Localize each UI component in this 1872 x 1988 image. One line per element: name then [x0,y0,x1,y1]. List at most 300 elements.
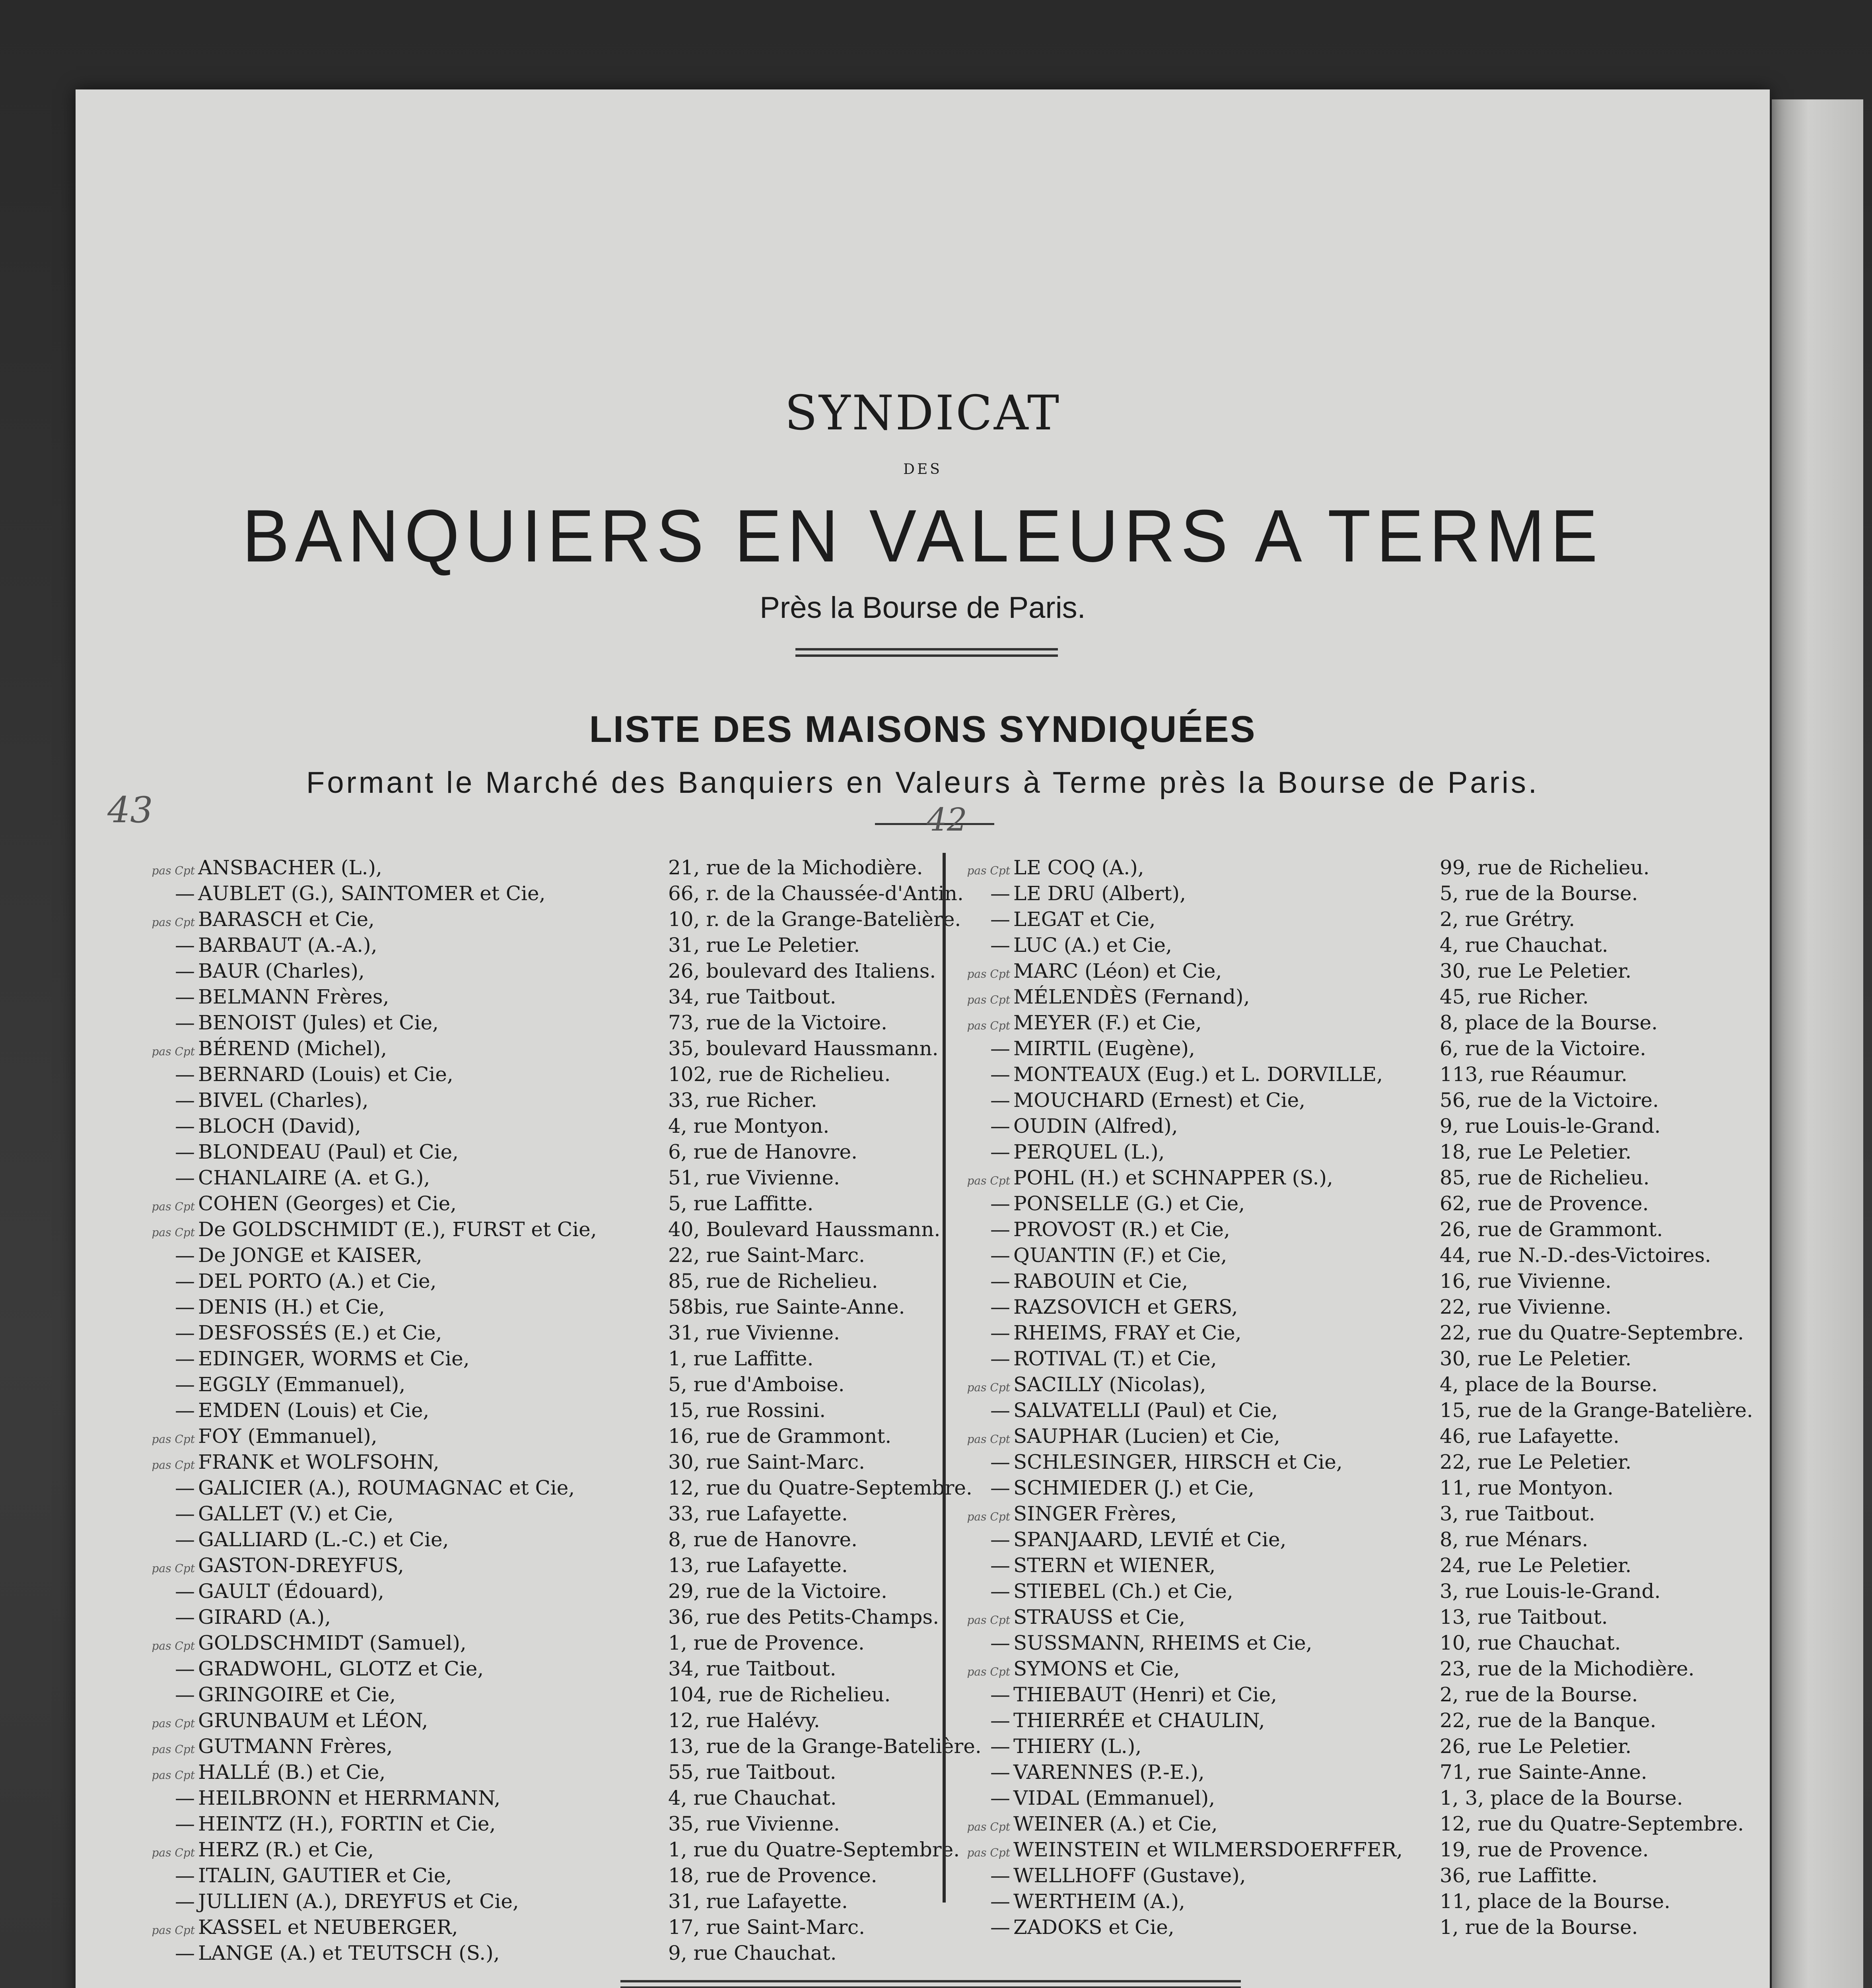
member-address: 19, rue de Provence. [1440,1838,1649,1861]
header-syndicat: SYNDICAT [785,386,1061,441]
member-address: 33, rue Richer. [668,1089,817,1112]
member-address: 73, rue de la Victoire. [668,1011,887,1034]
member-name: De JONGE et KAISER, [198,1244,422,1267]
member-address: 29, rue de la Victoire. [668,1580,887,1603]
member-address: 85, rue de Richelieu. [668,1270,878,1293]
member-row [967,855,1762,881]
member-address: 15, rue Rossini. [668,1399,826,1422]
member-row [967,1010,1762,1036]
row-annotation: — [990,934,1010,957]
member-row [152,1630,966,1656]
member-row [967,1501,1762,1527]
member-name: WEINER (A.) et Cie, [1013,1812,1218,1835]
member-name: LANGE (A.) et TEUTSCH (S.), [198,1941,500,1965]
member-address: 51, rue Vivienne. [668,1166,840,1189]
member-address: 17, rue Saint-Marc. [668,1916,865,1939]
member-address: 85, rue de Richelieu. [1440,1166,1650,1189]
member-name: SPANJAARD, LEVIÉ et Cie, [1013,1528,1287,1551]
member-name: BLONDEAU (Paul) et Cie, [198,1140,459,1163]
member-row [171,1501,966,1527]
member-row [171,1294,966,1320]
member-row [986,1087,1762,1113]
member-address: 13, rue de la Grange-Batelière. [668,1735,982,1758]
member-row [986,932,1762,958]
row-annotation: pas Cpt [967,864,1010,877]
member-name: DENIS (H.) et Cie, [198,1295,385,1318]
member-address: 33, rue Lafayette. [668,1502,848,1525]
member-address: 26, rue de Grammont. [1440,1218,1663,1241]
member-address: 1, rue Laffitte. [668,1347,814,1370]
member-row [967,958,1762,984]
member-address: 1, 3, place de la Bourse. [1440,1786,1683,1809]
member-address: 31, rue Lafayette. [668,1890,848,1913]
member-row [986,1734,1762,1759]
member-name: MÉLENDÈS (Fernand), [1013,985,1250,1008]
member-row [986,1889,1762,1914]
member-address: 104, rue de Richelieu. [668,1683,891,1706]
member-name: GRINGOIRE et Cie, [198,1683,396,1706]
double-rule-top [795,648,1058,657]
member-address: 22, rue de la Banque. [1440,1709,1656,1732]
member-row [967,1423,1762,1449]
member-address: 2, rue de la Bourse. [1440,1683,1638,1706]
member-address: 18, rue de Provence. [668,1864,877,1887]
member-name: DEL PORTO (A.) et Cie, [198,1270,437,1293]
member-address: 62, rue de Provence. [1440,1192,1649,1215]
row-annotation: — [990,1218,1010,1241]
row-annotation: pas Cpt [152,1846,195,1859]
row-annotation: — [175,1812,195,1835]
row-annotation: — [175,1244,195,1267]
member-address: 34, rue Taitbout. [668,1657,836,1680]
member-name: ITALIN, GAUTIER et Cie, [198,1864,452,1887]
member-name: RHEIMS, FRAY et Cie, [1013,1321,1242,1344]
member-address: 11, place de la Bourse. [1440,1890,1670,1913]
member-address: 16, rue Vivienne. [1440,1270,1612,1293]
row-annotation: — [990,1037,1010,1060]
member-address: 35, boulevard Haussmann. [668,1037,939,1060]
row-annotation: pas Cpt [152,1458,195,1472]
member-name: BERNARD (Louis) et Cie, [198,1063,453,1086]
member-name: VARENNES (P.-E.), [1013,1761,1205,1784]
member-name: STRAUSS et Cie, [1013,1606,1186,1629]
page-subtitle: Près la Bourse de Paris. [760,591,1086,625]
row-annotation: — [175,1657,195,1680]
member-row [171,1785,966,1811]
member-name: OUDIN (Alfred), [1013,1114,1178,1138]
member-name: SCHLESINGER, HIRSCH et Cie, [1013,1450,1343,1474]
member-name: HEILBRONN et HERRMANN, [198,1786,501,1809]
row-annotation: pas Cpt [967,1820,1010,1833]
member-list-right [967,855,1762,1940]
row-annotation: — [990,1063,1010,1086]
member-address: 1, rue du Quatre-Septembre. [668,1838,960,1861]
member-row [986,1294,1762,1320]
member-name: De GOLDSCHMIDT (E.), FURST et Cie, [198,1218,597,1241]
row-annotation: pas Cpt [152,1045,195,1058]
member-row [171,1527,966,1553]
member-address: 66, r. de la Chaussée-d'Antin. [668,882,964,905]
member-row [986,1217,1762,1242]
member-address: 26, rue Le Peletier. [1440,1735,1632,1758]
member-row [986,1191,1762,1217]
member-name: THIERRÉE et CHAULIN, [1013,1709,1265,1732]
member-name: PERQUEL (L.), [1013,1140,1165,1163]
member-name: GALICIER (A.), ROUMAGNAC et Cie, [198,1476,575,1499]
member-row [171,1113,966,1139]
member-row [986,1449,1762,1475]
member-row [171,932,966,958]
member-row [986,1268,1762,1294]
member-name: GRADWOHL, GLOTZ et Cie, [198,1657,484,1680]
member-address: 5, rue Laffitte. [668,1192,814,1215]
member-name: GAULT (Édouard), [198,1580,384,1603]
row-annotation: — [990,1295,1010,1318]
row-annotation: — [175,1890,195,1913]
member-address: 99, rue de Richelieu. [1440,856,1650,879]
row-annotation: pas Cpt [152,1433,195,1446]
row-annotation: pas Cpt [152,1226,195,1239]
row-annotation: — [175,882,195,905]
member-address: 26, boulevard des Italiens. [668,959,936,982]
member-name: HALLÉ (B.) et Cie, [198,1761,386,1784]
member-row [986,1062,1762,1087]
double-rule-bottom [620,1980,1241,1988]
member-row [986,1036,1762,1062]
member-address: 12, rue du Quatre-Septembre. [668,1476,972,1499]
member-name: BIVEL (Charles), [198,1089,369,1112]
member-address: 22, rue Saint-Marc. [668,1244,865,1267]
member-row [986,1682,1762,1708]
row-annotation: — [990,1864,1010,1887]
member-address: 8, place de la Bourse. [1440,1011,1658,1034]
row-annotation: pas Cpt [152,916,195,929]
member-address: 21, rue de la Michodière. [668,856,923,879]
row-annotation: pas Cpt [967,967,1010,980]
member-name: BAUR (Charles), [198,959,365,982]
member-address: 1, rue de Provence. [668,1631,865,1654]
member-row [171,1578,966,1604]
member-row [986,1527,1762,1553]
member-address: 44, rue N.-D.-des-Victoires. [1440,1244,1711,1267]
member-row [986,1242,1762,1268]
adjacent-page-edge [1772,99,1863,1988]
member-row [986,1398,1762,1423]
member-row [152,1759,966,1785]
member-name: EGGLY (Emmanuel), [198,1373,406,1396]
row-annotation: — [175,1166,195,1189]
row-annotation: pas Cpt [967,1019,1010,1032]
member-row [171,1087,966,1113]
member-name: SINGER Frères, [1013,1502,1177,1525]
member-name: GRUNBAUM et LÉON, [198,1709,428,1732]
row-annotation: — [175,1683,195,1706]
member-name: THIERY (L.), [1013,1735,1142,1758]
member-address: 5, rue d'Amboise. [668,1373,845,1396]
member-row [171,1346,966,1372]
member-row [171,1656,966,1682]
member-address: 10, r. de la Grange-Batelière. [668,908,961,931]
member-name: MEYER (F.) et Cie, [1013,1011,1202,1034]
member-name: SACILLY (Nicolas), [1013,1373,1206,1396]
member-address: 13, rue Taitbout. [1440,1606,1608,1629]
member-row [986,1785,1762,1811]
member-address: 4, rue Chauchat. [668,1786,837,1809]
row-annotation: — [990,1450,1010,1474]
row-annotation: — [990,1735,1010,1758]
member-list-left [152,855,982,1966]
row-annotation: — [175,1373,195,1396]
member-row [986,1113,1762,1139]
member-name: GASTON-DREYFUS, [198,1554,404,1577]
member-name: LEGAT et Cie, [1013,908,1156,931]
member-row [152,907,966,932]
member-row [171,1320,966,1346]
member-name: EDINGER, WORMS et Cie, [198,1347,470,1370]
member-row [152,1449,966,1475]
member-address: 3, rue Taitbout. [1440,1502,1595,1525]
member-row [967,1604,1762,1630]
member-name: WEINSTEIN et WILMERSDOERFFER, [1013,1838,1403,1861]
row-annotation: pas Cpt [967,1613,1010,1627]
member-name: BARBAUT (A.-A.), [198,934,377,957]
row-annotation: — [990,882,1010,905]
row-annotation: — [175,1864,195,1887]
member-address: 22, rue Le Peletier. [1440,1450,1632,1474]
member-name: KASSEL et NEUBERGER, [198,1916,458,1939]
list-title: LISTE DES MAISONS SYNDIQUÉES [589,708,1256,750]
member-row [171,1372,966,1398]
member-address: 46, rue Lafayette. [1440,1425,1619,1448]
row-annotation: — [990,1631,1010,1654]
row-annotation: pas Cpt [152,1717,195,1730]
member-address: 13, rue Lafayette. [668,1554,848,1577]
member-name: DESFOSSÉS (E.) et Cie, [198,1321,442,1344]
row-annotation: pas Cpt [967,1510,1010,1523]
row-annotation: — [175,1011,195,1034]
member-name: JULLIEN (A.), DREYFUS et Cie, [198,1890,519,1913]
member-address: 1, rue de la Bourse. [1440,1916,1638,1939]
member-address: 9, rue Louis-le-Grand. [1440,1114,1661,1138]
member-row [152,1191,966,1217]
member-row [171,1010,966,1036]
member-name: HERZ (R.) et Cie, [198,1838,374,1861]
row-annotation: pas Cpt [967,1846,1010,1859]
row-annotation: pas Cpt [152,1639,195,1652]
member-name: LUC (A.) et Cie, [1013,934,1172,957]
row-annotation: — [175,1347,195,1370]
member-name: BLOCH (David), [198,1114,361,1138]
row-annotation: — [175,1786,195,1809]
member-row [986,1346,1762,1372]
member-row [171,1398,966,1423]
member-name: ANSBACHER (L.), [198,856,382,879]
member-row [986,907,1762,932]
member-address: 40, Boulevard Haussmann. [668,1218,941,1241]
member-row [152,1914,966,1940]
row-annotation: — [175,1140,195,1163]
member-name: COHEN (Georges) et Cie, [198,1192,457,1215]
member-address: 23, rue de la Michodière. [1440,1657,1695,1680]
row-annotation: pas Cpt [967,1433,1010,1446]
member-row [986,1578,1762,1604]
row-annotation: — [990,1683,1010,1706]
member-address: 35, rue Vivienne. [668,1812,840,1835]
row-annotation: — [990,1114,1010,1138]
member-row [986,1553,1762,1578]
row-annotation: — [990,1192,1010,1215]
row-annotation: — [990,1580,1010,1603]
row-annotation: — [990,1709,1010,1732]
member-name: GIRARD (A.), [198,1606,331,1629]
member-row [171,1682,966,1708]
member-row [152,1553,966,1578]
member-name: RAZSOVICH et GERS, [1013,1295,1238,1318]
row-annotation: — [990,1399,1010,1422]
row-annotation: pas Cpt [967,1665,1010,1678]
member-row [171,1940,966,1966]
member-name: WERTHEIM (A.), [1013,1890,1185,1913]
member-name: BARASCH et Cie, [198,908,375,931]
member-address: 4, rue Chauchat. [1440,934,1608,957]
member-address: 31, rue Vivienne. [668,1321,840,1344]
row-annotation: pas Cpt [967,1174,1010,1187]
row-annotation: pas Cpt [152,1200,195,1213]
member-row [171,1062,966,1087]
handwritten-left-count: 43 [107,789,153,831]
member-name: CHANLAIRE (A. et G.), [198,1166,430,1189]
member-row [986,881,1762,907]
member-row [171,881,966,907]
row-annotation: — [175,1321,195,1344]
header-des: DES [903,461,942,478]
member-row [967,1656,1762,1682]
member-row [967,1811,1762,1837]
member-name: ROTIVAL (T.) et Cie, [1013,1347,1217,1370]
member-address: 55, rue Taitbout. [668,1761,836,1784]
member-row [171,1139,966,1165]
member-name: GALLET (V.) et Cie, [198,1502,394,1525]
member-name: MONTEAUX (Eug.) et L. DORVILLE, [1013,1063,1383,1086]
row-annotation: — [990,1916,1010,1939]
row-annotation: — [990,1089,1010,1112]
row-annotation: — [175,1063,195,1086]
member-address: 11, rue Montyon. [1440,1476,1614,1499]
member-name: SALVATELLI (Paul) et Cie, [1013,1399,1278,1422]
row-annotation: — [990,1244,1010,1267]
row-annotation: — [990,1554,1010,1577]
member-row [986,1139,1762,1165]
row-annotation: — [990,1321,1010,1344]
member-name: STERN et WIENER, [1013,1554,1216,1577]
member-address: 30, rue Le Peletier. [1440,1347,1632,1370]
row-annotation: pas Cpt [967,1381,1010,1394]
member-address: 31, rue Le Peletier. [668,934,860,957]
member-row [986,1320,1762,1346]
member-address: 6, rue de la Victoire. [1440,1037,1647,1060]
row-annotation: pas Cpt [152,864,195,877]
row-annotation: — [990,908,1010,931]
row-annotation: — [175,985,195,1008]
member-name: STIEBEL (Ch.) et Cie, [1013,1580,1233,1603]
member-address: 45, rue Richer. [1440,985,1589,1008]
member-row [986,1759,1762,1785]
member-name: POHL (H.) et SCHNAPPER (S.), [1013,1166,1333,1189]
member-address: 22, rue Vivienne. [1440,1295,1612,1318]
member-row [986,1630,1762,1656]
member-row [152,1734,982,1759]
row-annotation: — [990,1347,1010,1370]
member-name: PROVOST (R.) et Cie, [1013,1218,1230,1241]
member-name: SUSSMANN, RHEIMS et Cie, [1013,1631,1312,1654]
member-name: ZADOKS et Cie, [1013,1916,1174,1939]
column-divider [943,853,946,1903]
member-row [171,1268,966,1294]
member-row [152,1036,966,1062]
row-annotation: pas Cpt [967,993,1010,1006]
member-row [986,1863,1762,1889]
member-name: BENOIST (Jules) et Cie, [198,1011,439,1034]
row-annotation: pas Cpt [152,1562,195,1575]
row-annotation: pas Cpt [152,1924,195,1937]
row-annotation: — [990,1786,1010,1809]
member-name: FRANK et WOLFSOHN, [198,1450,439,1474]
member-name: FOY (Emmanuel), [198,1425,377,1448]
row-annotation: — [175,1502,195,1525]
member-row [152,855,966,881]
member-row [986,1708,1762,1734]
member-row [152,1837,966,1863]
row-annotation: — [175,1606,195,1629]
member-name: BELMANN Frères, [198,985,389,1008]
page-title: BANQUIERS EN VALEURS A TERME [242,494,1604,577]
member-name: SAUPHAR (Lucien) et Cie, [1013,1425,1280,1448]
member-address: 30, rue Le Peletier. [1440,959,1632,982]
member-address: 36, rue Laffitte. [1440,1864,1598,1887]
row-annotation: — [175,1270,195,1293]
member-address: 9, rue Chauchat. [668,1941,837,1965]
member-address: 18, rue Le Peletier. [1440,1140,1632,1163]
member-row [171,1863,966,1889]
member-name: LE COQ (A.), [1013,856,1144,879]
member-row [152,1423,966,1449]
member-name: SYMONS et Cie, [1013,1657,1180,1680]
row-annotation: — [175,1089,195,1112]
member-name: EMDEN (Louis) et Cie, [198,1399,430,1422]
member-address: 30, rue Saint-Marc. [668,1450,865,1474]
member-row [171,1242,966,1268]
row-annotation: — [990,1140,1010,1163]
handwritten-right-count: 42 [927,801,967,838]
list-subtitle: Formant le Marché des Banquiers en Valeurs à Terme près la Bourse de Paris. [306,766,1540,800]
member-name: SCHMIEDER (J.) et Cie, [1013,1476,1254,1499]
member-name: RABOUIN et Cie, [1013,1270,1188,1293]
member-address: 12, rue Halévy. [668,1709,820,1732]
member-name: THIEBAUT (Henri) et Cie, [1013,1683,1277,1706]
member-address: 113, rue Réaumur. [1440,1063,1627,1086]
member-row [986,1475,1762,1501]
member-row [171,1889,966,1914]
member-address: 71, rue Sainte-Anne. [1440,1761,1647,1784]
row-annotation: — [990,1528,1010,1551]
row-annotation: — [990,1270,1010,1293]
member-row [986,1914,1762,1940]
member-address: 58bis, rue Sainte-Anne. [668,1295,905,1318]
row-annotation: — [175,1295,195,1318]
member-address: 22, rue du Quatre-Septembre. [1440,1321,1744,1344]
member-name: GUTMANN Frères, [198,1735,393,1758]
member-address: 102, rue de Richelieu. [668,1063,891,1086]
